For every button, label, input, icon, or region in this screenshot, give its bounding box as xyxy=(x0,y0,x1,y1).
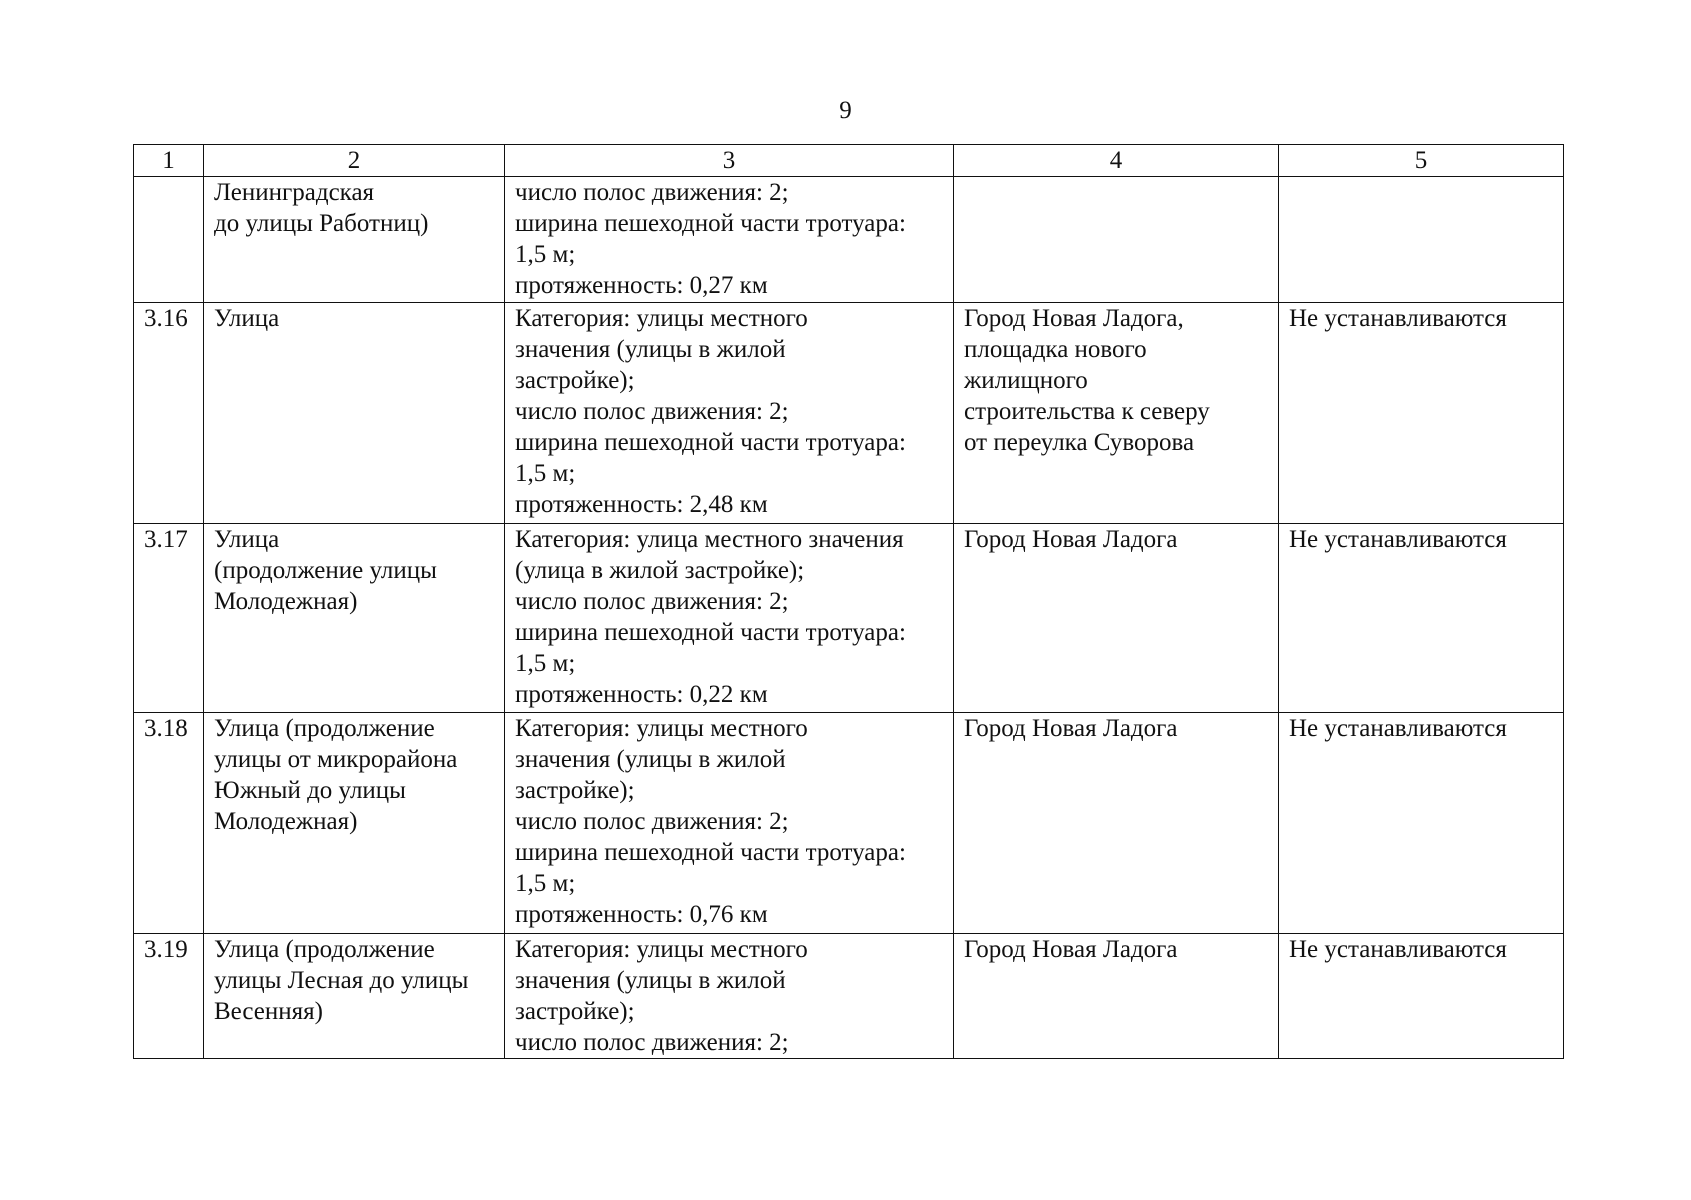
page-number: 9 xyxy=(839,97,852,124)
table-row xyxy=(134,524,1564,713)
row-number-cell: 3.19 xyxy=(134,934,204,1059)
table-row xyxy=(134,713,1564,934)
column-header: 1 xyxy=(134,145,204,177)
road-parameters-cell: Категория: улица местного значения (улица в жилой застройке); число полос движения: 2; ширина пешеходной части тротуара: 1,5 м; протяженность: 0,22 км xyxy=(505,524,954,713)
zones-cell: Не устанавливаются xyxy=(1279,303,1564,524)
row-number-cell xyxy=(134,177,204,303)
table-row xyxy=(134,303,1564,524)
road-parameters-cell: число полос движения: 2; ширина пешеходной части тротуара: 1,5 м; протяженность: 0,27 км xyxy=(505,177,954,303)
table-row xyxy=(134,177,1564,303)
road-location-cell: Город Новая Ладога xyxy=(954,713,1279,934)
road-location-cell: Город Новая Ладога, площадка нового жилищного строительства к северу от переулка Суворова xyxy=(954,303,1279,524)
row-number-cell: 3.18 xyxy=(134,713,204,934)
road-location-cell: Город Новая Ладога xyxy=(954,524,1279,713)
road-name-cell: Улица (продолжение улицы Молодежная) xyxy=(204,524,505,713)
road-name-cell: Ленинградская до улицы Работниц) xyxy=(204,177,505,303)
road-name-cell: Улица xyxy=(204,303,505,524)
row-number-cell: 3.17 xyxy=(134,524,204,713)
road-parameters-cell: Категория: улицы местного значения (улицы в жилой застройке); число полос движения: 2; xyxy=(505,934,954,1059)
column-header: 4 xyxy=(954,145,1279,177)
road-name-cell: Улица (продолжение улицы Лесная до улицы Весенняя) xyxy=(204,934,505,1059)
column-header: 5 xyxy=(1279,145,1564,177)
table-row xyxy=(134,934,1564,1059)
zones-cell xyxy=(1279,177,1564,303)
row-number-cell: 3.16 xyxy=(134,303,204,524)
zones-cell: Не устанавливаются xyxy=(1279,934,1564,1059)
road-parameters-cell: Категория: улицы местного значения (улицы в жилой застройке); число полос движения: 2; ширина пешеходной части тротуара: 1,5 м; протяженность: 2,48 км xyxy=(505,303,954,524)
road-location-cell: Город Новая Ладога xyxy=(954,934,1279,1059)
road-name-cell: Улица (продолжение улицы от микрорайона Южный до улицы Молодежная) xyxy=(204,713,505,934)
zones-cell: Не устанавливаются xyxy=(1279,524,1564,713)
column-header: 2 xyxy=(204,145,505,177)
column-header: 3 xyxy=(505,145,954,177)
zones-cell: Не устанавливаются xyxy=(1279,713,1564,934)
road-location-cell xyxy=(954,177,1279,303)
road-parameters-cell: Категория: улицы местного значения (улицы в жилой застройке); число полос движения: 2; ширина пешеходной части тротуара: 1,5 м; протяженность: 0,76 км xyxy=(505,713,954,934)
roads-table xyxy=(133,144,1564,1059)
table-header-row xyxy=(134,145,1564,177)
